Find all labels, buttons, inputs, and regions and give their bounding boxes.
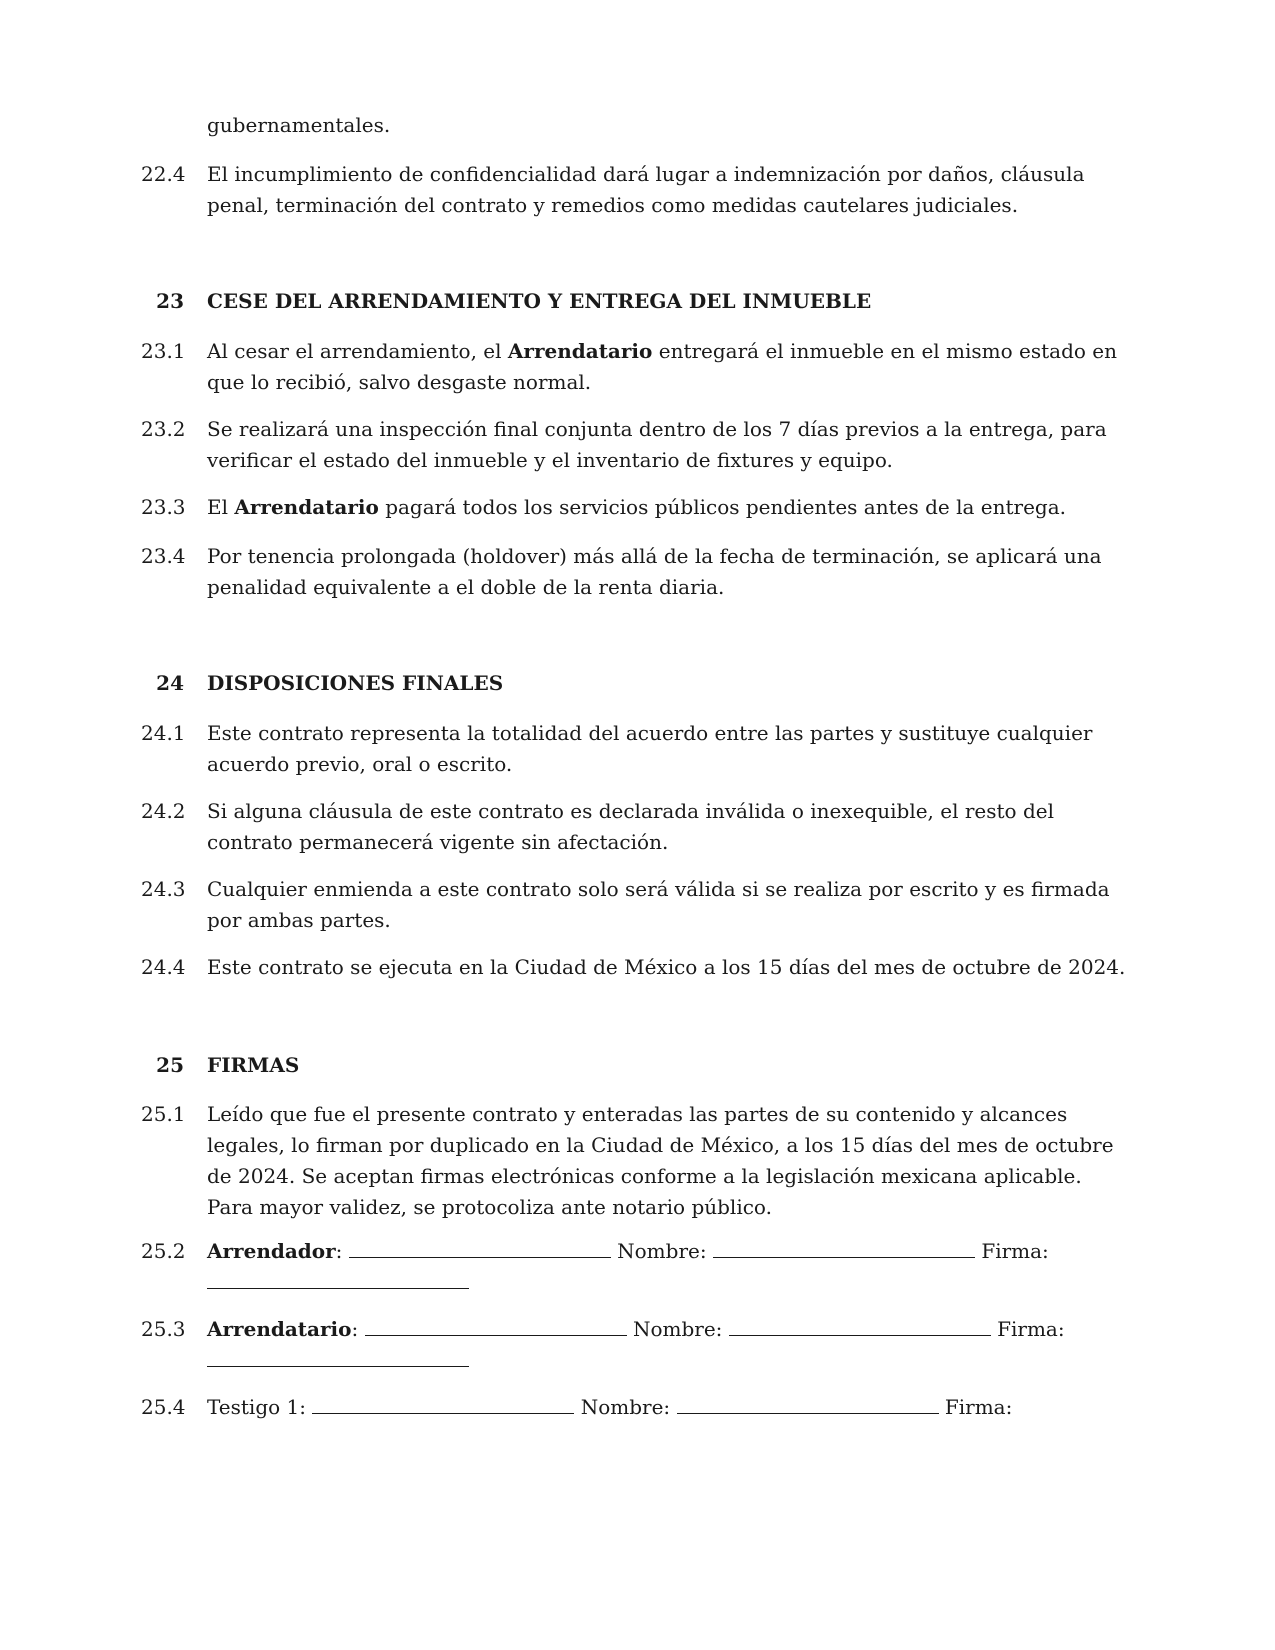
clause-text: Si alguna cláusula de este contrato es declarada inválida o inexequible, el resto del contrato permanecerá vigente sin afectación. (207, 799, 1054, 854)
name-line (677, 1392, 939, 1414)
section-title: FIRMAS (207, 1053, 300, 1077)
clause-number: 25.4 (141, 1395, 186, 1419)
clause-22-3-continuation (141, 110, 1126, 141)
clause-number: 23.3 (141, 495, 186, 519)
text-run: Al cesar el arrendamiento, el (207, 339, 508, 363)
clause-number: 24.3 (141, 877, 186, 901)
signature-block (207, 1392, 1126, 1423)
name-label: Nombre: (580, 1395, 671, 1419)
colon: : (335, 1239, 343, 1263)
clause-number: 24.2 (141, 799, 186, 823)
party-label: Arrendador (207, 1239, 336, 1263)
clause-text: gubernamentales. (207, 113, 391, 137)
section-number: 23 (156, 289, 184, 313)
firma-line (207, 1345, 469, 1367)
section-25-heading (141, 1050, 1126, 1081)
name-label: Nombre: (617, 1239, 707, 1263)
signature-line (365, 1314, 627, 1336)
clause-24-1 (141, 718, 1126, 780)
witness-label: Testigo 1: (207, 1395, 306, 1419)
section-title: CESE DEL ARRENDAMIENTO Y ENTREGA DEL INMUEBLE (207, 289, 872, 313)
clause-23-2 (141, 414, 1126, 476)
clause-number: 22.4 (141, 162, 186, 186)
clause-25-3-signature (141, 1314, 1126, 1376)
party-name: Arrendatario (234, 495, 379, 519)
signature-label: Firma: (981, 1239, 1049, 1263)
clause-24-2 (141, 796, 1126, 858)
clause-25-1 (141, 1099, 1126, 1223)
clause-text: Cualquier enmienda a este contrato solo será válida si se realiza por escrito y es firmada por ambas partes. (207, 877, 1110, 932)
clause-23-1 (141, 336, 1126, 398)
text-run: pagará todos los servicios públicos pendientes antes de la entrega. (378, 495, 1066, 519)
clause-number: 25.1 (141, 1102, 186, 1126)
clause-22-4 (141, 159, 1126, 221)
clause-number: 25.3 (141, 1317, 186, 1341)
signature-block (207, 1236, 1126, 1298)
clause-number: 23.4 (141, 544, 186, 568)
clause-text: Se realizará una inspección final conjunta dentro de los 7 días previos a la entrega, para verificar el estado del inmueble y el inventario de fixtures y equipo. (207, 417, 1107, 472)
section-title: DISPOSICIONES FINALES (207, 671, 504, 695)
clause-23-4 (141, 541, 1126, 603)
section-23-heading (141, 286, 1126, 317)
clause-text (207, 336, 1126, 398)
clause-number: 23.1 (141, 339, 186, 363)
clause-text: Este contrato se ejecuta en la Ciudad de México a los 15 días del mes de octubre de 2024. (207, 955, 1126, 979)
party-name: Arrendatario (507, 339, 653, 363)
party-label: Arrendatario (207, 1317, 352, 1341)
clause-text: Leído que fue el presente contrato y enteradas las partes de su contenido y alcances legales, lo firman por duplicado en la Ciudad de México, a los 15 días del mes de octubre de 2024. Se aceptan firmas electrónicas conforme a la legislación mexicana aplicable. Para mayor validez, se protocoliza ante notario público. (207, 1102, 1114, 1219)
clause-text: El incumplimiento de confidencialidad dará lugar a indemnización por daños, cláusula penal, terminación del contrato y remedios como medidas cautelares judiciales. (207, 162, 1085, 217)
clause-25-2-signature (141, 1236, 1126, 1298)
clause-text (207, 492, 1126, 523)
section-24-heading (141, 668, 1126, 699)
text-run: entregará el inmueble en el mismo estado en que lo recibió, salvo desgaste normal. (207, 339, 1118, 394)
clause-number: 23.2 (141, 417, 186, 441)
clause-text: Este contrato representa la totalidad del acuerdo entre las partes y sustituye cualquier acuerdo previo, oral o escrito. (207, 721, 1093, 776)
signature-label: Firma: (944, 1395, 1013, 1419)
clause-24-4 (141, 952, 1126, 983)
signature-line (312, 1392, 574, 1414)
text-run: El (207, 495, 235, 519)
clause-24-3 (141, 874, 1126, 936)
section-number: 25 (156, 1053, 184, 1077)
name-line (713, 1236, 975, 1258)
clause-number: 24.4 (141, 955, 186, 979)
clause-23-3 (141, 492, 1126, 523)
signature-line (349, 1236, 611, 1258)
clause-text: Por tenencia prolongada (holdover) más allá de la fecha de terminación, se aplicará una penalidad equivalente a el doble de la renta diaria. (207, 544, 1102, 599)
name-label: Nombre: (632, 1317, 723, 1341)
clause-number: 24.1 (141, 721, 186, 745)
colon: : (351, 1317, 359, 1341)
firma-line (207, 1267, 469, 1289)
signature-label: Firma: (997, 1317, 1065, 1341)
clause-25-4-signature (141, 1392, 1126, 1423)
clause-number: 25.2 (141, 1239, 186, 1263)
name-line (729, 1314, 991, 1336)
signature-block (207, 1314, 1126, 1376)
section-number: 24 (156, 671, 184, 695)
